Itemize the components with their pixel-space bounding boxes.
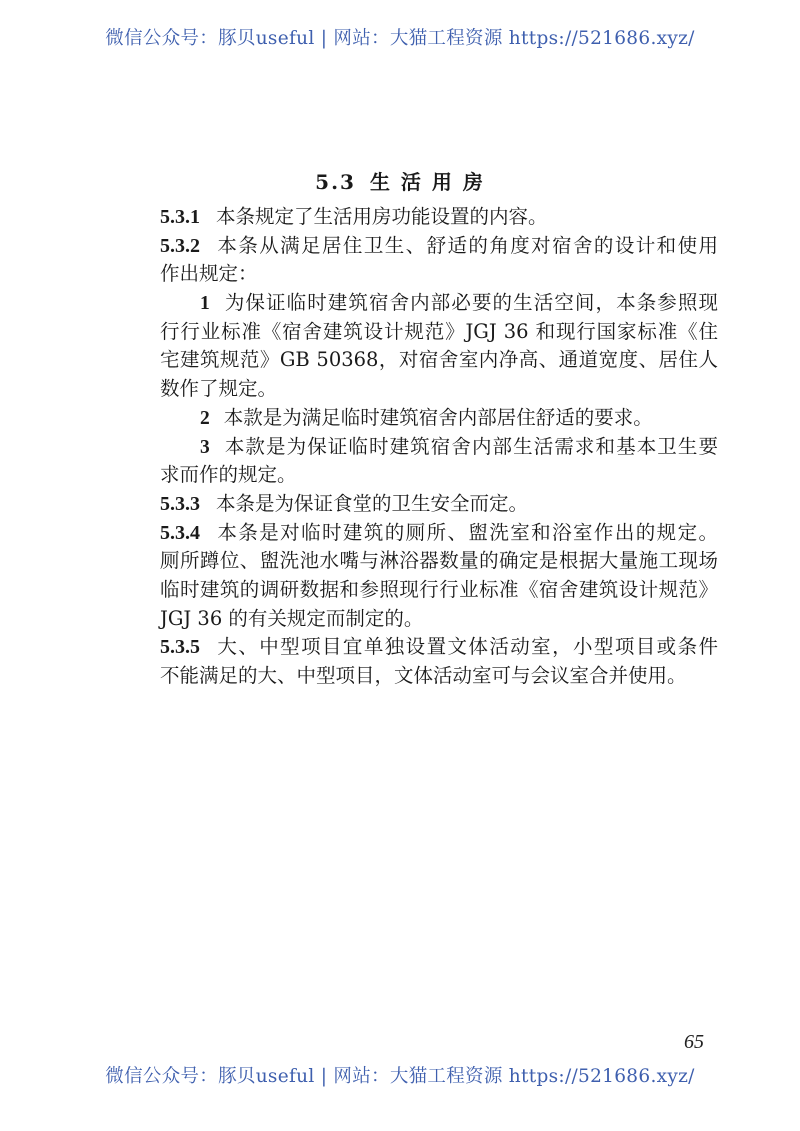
clause-paragraph — [160, 203, 718, 232]
section-title: 生 活 用 房 — [369, 170, 485, 194]
text-line — [160, 490, 718, 519]
document-body — [160, 203, 718, 691]
text-line — [160, 605, 718, 634]
clause-paragraph — [160, 232, 718, 289]
text-line — [160, 461, 718, 490]
item-paragraph — [160, 433, 718, 490]
item-number: 3 — [200, 436, 210, 458]
line-text: 本条是对临时建筑的厕所、盥洗室和浴室作出的规定。 — [216, 520, 718, 544]
text-line — [160, 547, 718, 576]
clause-paragraph — [160, 633, 718, 690]
watermark-top: 微信公众号：豚贝useful | 网站：大猫工程资源 https://521686.xyz/ — [105, 28, 695, 49]
line-text: 本款是为保证临时建筑宿舍内部生活需求和基本卫生要 — [223, 434, 718, 458]
clause-paragraph — [160, 519, 718, 634]
line-text: 大、中型项目宜单独设置文体活动室，小型项目或条件 — [216, 635, 718, 659]
section-number: 5.3 — [315, 170, 356, 194]
item-paragraph — [160, 404, 718, 433]
line-text: 作出规定： — [160, 262, 258, 286]
line-text: 宅建筑规范》GB 50368，对宿舍室内净高、通道宽度、居住人 — [160, 348, 718, 372]
text-line — [160, 289, 718, 318]
clause-number: 5.3.3 — [160, 492, 200, 515]
line-text: 本条是为保证食堂的卫生安全而定。 — [216, 491, 529, 515]
line-text: 求而作的规定。 — [160, 463, 297, 487]
text-line — [160, 433, 718, 462]
line-text: 数作了规定。 — [160, 377, 278, 401]
text-line — [160, 203, 718, 232]
line-text: 行行业标准《宿舍建筑设计规范》JGJ 36 和现行国家标准《住 — [160, 319, 718, 343]
line-text: 不能满足的大、中型项目，文体活动室可与会议室合并使用。 — [160, 664, 687, 687]
line-text: 本条从满足居住卫生、舒适的角度对宿舍的设计和使用 — [216, 233, 718, 257]
clause-paragraph — [160, 490, 718, 519]
text-line — [160, 576, 718, 605]
line-text: 本条规定了生活用房功能设置的内容。 — [216, 205, 548, 228]
text-line — [160, 318, 718, 347]
line-text: 厕所蹲位、盥洗池水嘴与淋浴器数量的确定是根据大量施工现场 — [160, 549, 718, 573]
text-line — [160, 346, 718, 375]
line-text: 为保证临时建筑宿舍内部必要的生活空间，本条参照现 — [223, 291, 718, 315]
text-line — [160, 519, 718, 548]
line-text: 临时建筑的调研数据和参照现行行业标准《宿舍建筑设计规范》 — [160, 577, 718, 601]
text-line — [160, 375, 718, 404]
clause-number: 5.3.5 — [160, 636, 200, 659]
text-line — [160, 404, 718, 433]
clause-number: 5.3.1 — [160, 206, 200, 228]
watermark-bottom: 微信公众号：豚贝useful | 网站：大猫工程资源 https://521686.xyz/ — [105, 1066, 695, 1087]
section-heading — [0, 166, 800, 195]
item-paragraph — [160, 289, 718, 404]
page-number: 65 — [684, 1031, 704, 1053]
text-line — [160, 662, 718, 691]
line-text: JGJ 36 的有关规定而制定的。 — [160, 606, 424, 630]
line-text: 本款是为满足临时建筑宿舍内部居住舒适的要求。 — [223, 405, 653, 429]
item-number: 1 — [200, 293, 210, 315]
text-line — [160, 260, 718, 289]
text-line — [160, 633, 718, 662]
item-number: 2 — [200, 407, 210, 429]
clause-number: 5.3.2 — [160, 234, 200, 257]
clause-number: 5.3.4 — [160, 521, 200, 544]
text-line — [160, 232, 718, 261]
